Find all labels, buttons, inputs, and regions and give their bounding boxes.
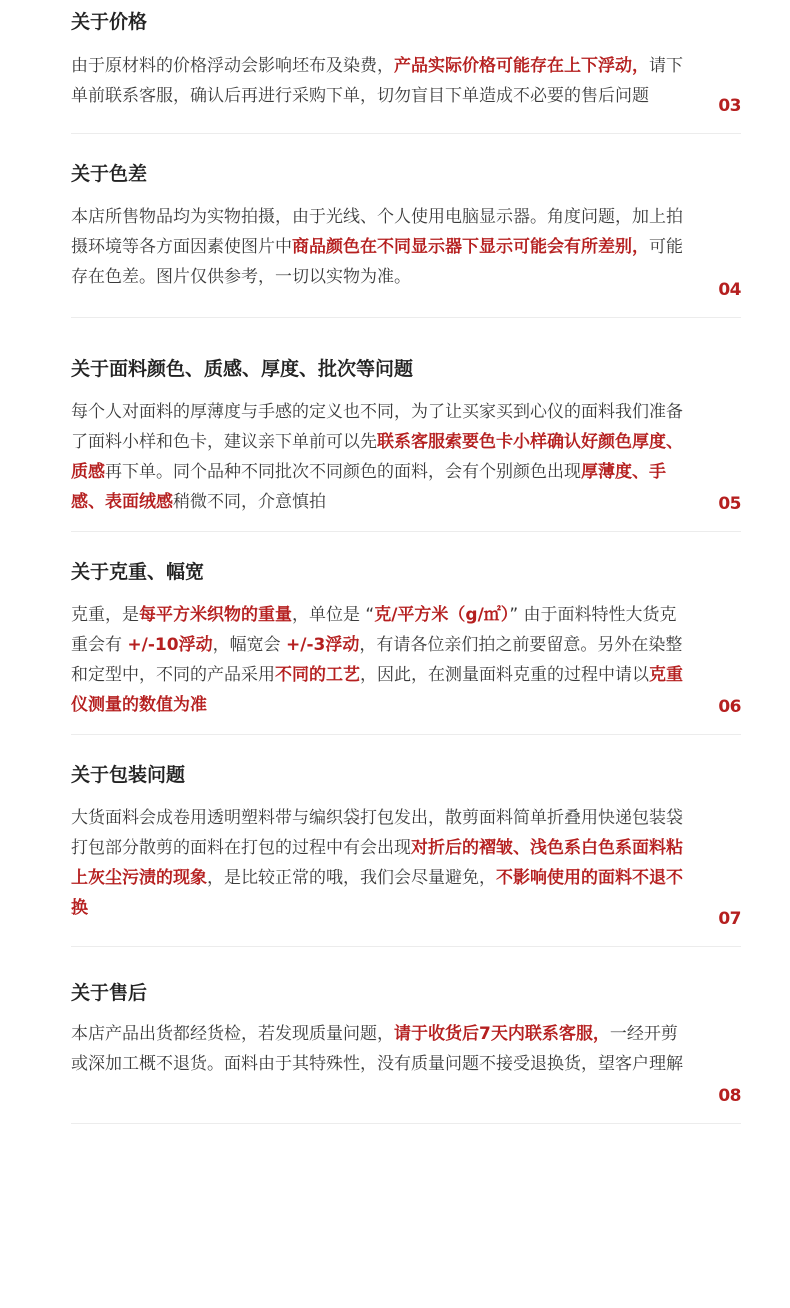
text-segment: 稍微不同，介意慎拍 (173, 492, 326, 512)
section-title: 关于包装问题 (71, 764, 186, 786)
highlight-segment: 联系客服索要色卡小样确认好颜色厚度、质感 (71, 432, 683, 482)
highlight-segment: 请于收货后7天内联系客服， (394, 1024, 610, 1044)
section-number: 07 (718, 909, 741, 929)
section-body (71, 803, 683, 923)
section-number: 06 (718, 697, 741, 717)
text-segment: ，是比较正常的哦，我们会尽量避免， (207, 868, 496, 888)
section-weight-width (71, 532, 741, 735)
section-price (71, 0, 741, 134)
highlight-segment: 产品实际价格可能存在上下浮动， (394, 56, 649, 76)
section-number: 03 (718, 96, 741, 116)
section-body (71, 600, 683, 720)
section-body (71, 1019, 683, 1079)
section-body (71, 397, 683, 517)
highlight-segment: 商品颜色在不同显示器下显示可能会有所差别， (292, 237, 649, 257)
text-segment: 大货面料会成卷用透明塑料带与编织袋打包发出，散剪面料简单折叠用快递包装袋打包部分散剪的面料在打包的过程中有会出现 (71, 808, 683, 858)
text-segment: 每个人对面料的厚薄度与手感的定义也不同，为了让买家买到心仪的面料我们准备了面料小样和色卡，建议亲下单前可以先 (71, 402, 683, 452)
section-number: 08 (718, 1086, 741, 1106)
section-number: 04 (718, 280, 741, 300)
highlight-segment: +/-3浮动 (285, 635, 360, 655)
section-fabric-quality (71, 318, 741, 532)
text-segment: 再下单。同个品种不同批次不同颜色的面料，会有个别颜色出现 (105, 462, 581, 482)
text-segment: 请下单前联系客服，确认后再进行采购下单，切勿盲目下单造成不必要的售后问题 (71, 56, 683, 106)
text-segment: ，单位是 “ (292, 605, 375, 625)
section-title: 关于价格 (71, 11, 148, 33)
text-segment: 由于原材料的价格浮动会影响坯布及染费， (71, 56, 394, 76)
section-title: 关于色差 (71, 163, 148, 185)
section-color-difference (71, 134, 741, 318)
text-segment: ，因此，在测量面料克重的过程中请以 (360, 665, 649, 685)
text-segment: 可能存在色差。图片仅供参考，一切以实物为准。 (71, 237, 683, 287)
highlight-segment: 克重仪测量的数值为准 (71, 665, 683, 715)
text-segment: 克重，是 (71, 605, 139, 625)
section-packaging (71, 735, 741, 947)
highlight-segment: 厚薄度、手感、表面绒感 (71, 462, 666, 512)
text-segment: ，有请各位亲们拍之前要留意。另外在染整和定型中，不同的产品采用 (71, 635, 683, 685)
highlight-segment: +/-10浮动 (127, 635, 213, 655)
section-number: 05 (718, 494, 741, 514)
highlight-segment: 不影响使用的面料不退不换 (71, 868, 683, 918)
section-title: 关于售后 (71, 982, 148, 1004)
section-after-sales (71, 947, 741, 1124)
text-segment: 本店产品出货都经货检，若发现质量问题， (71, 1024, 394, 1044)
section-body (71, 202, 683, 292)
text-segment: 一经开剪或深加工概不退货。面料由于其特殊性，没有质量问题不接受退换货，望客户理解 (71, 1024, 683, 1074)
highlight-segment: 不同的工艺 (275, 665, 360, 685)
section-title: 关于克重、幅宽 (71, 561, 205, 583)
section-title: 关于面料颜色、质感、厚度、批次等问题 (71, 358, 414, 380)
text-segment: ，幅宽会 (212, 635, 286, 655)
highlight-segment: 对折后的褶皱、浅色系白色系面料粘上灰尘污渍的现象 (71, 838, 683, 888)
text-segment: ” 由于面料特性大货克重会有 (71, 605, 677, 655)
text-segment: 本店所售物品均为实物拍摄，由于光线、个人使用电脑显示器。角度问题，加上拍摄环境等各方面因素使图片中 (71, 207, 683, 257)
highlight-segment: 每平方米织物的重量 (139, 605, 292, 625)
highlight-segment: 克/平方米（g/㎡） (374, 605, 510, 625)
section-body (71, 51, 683, 111)
